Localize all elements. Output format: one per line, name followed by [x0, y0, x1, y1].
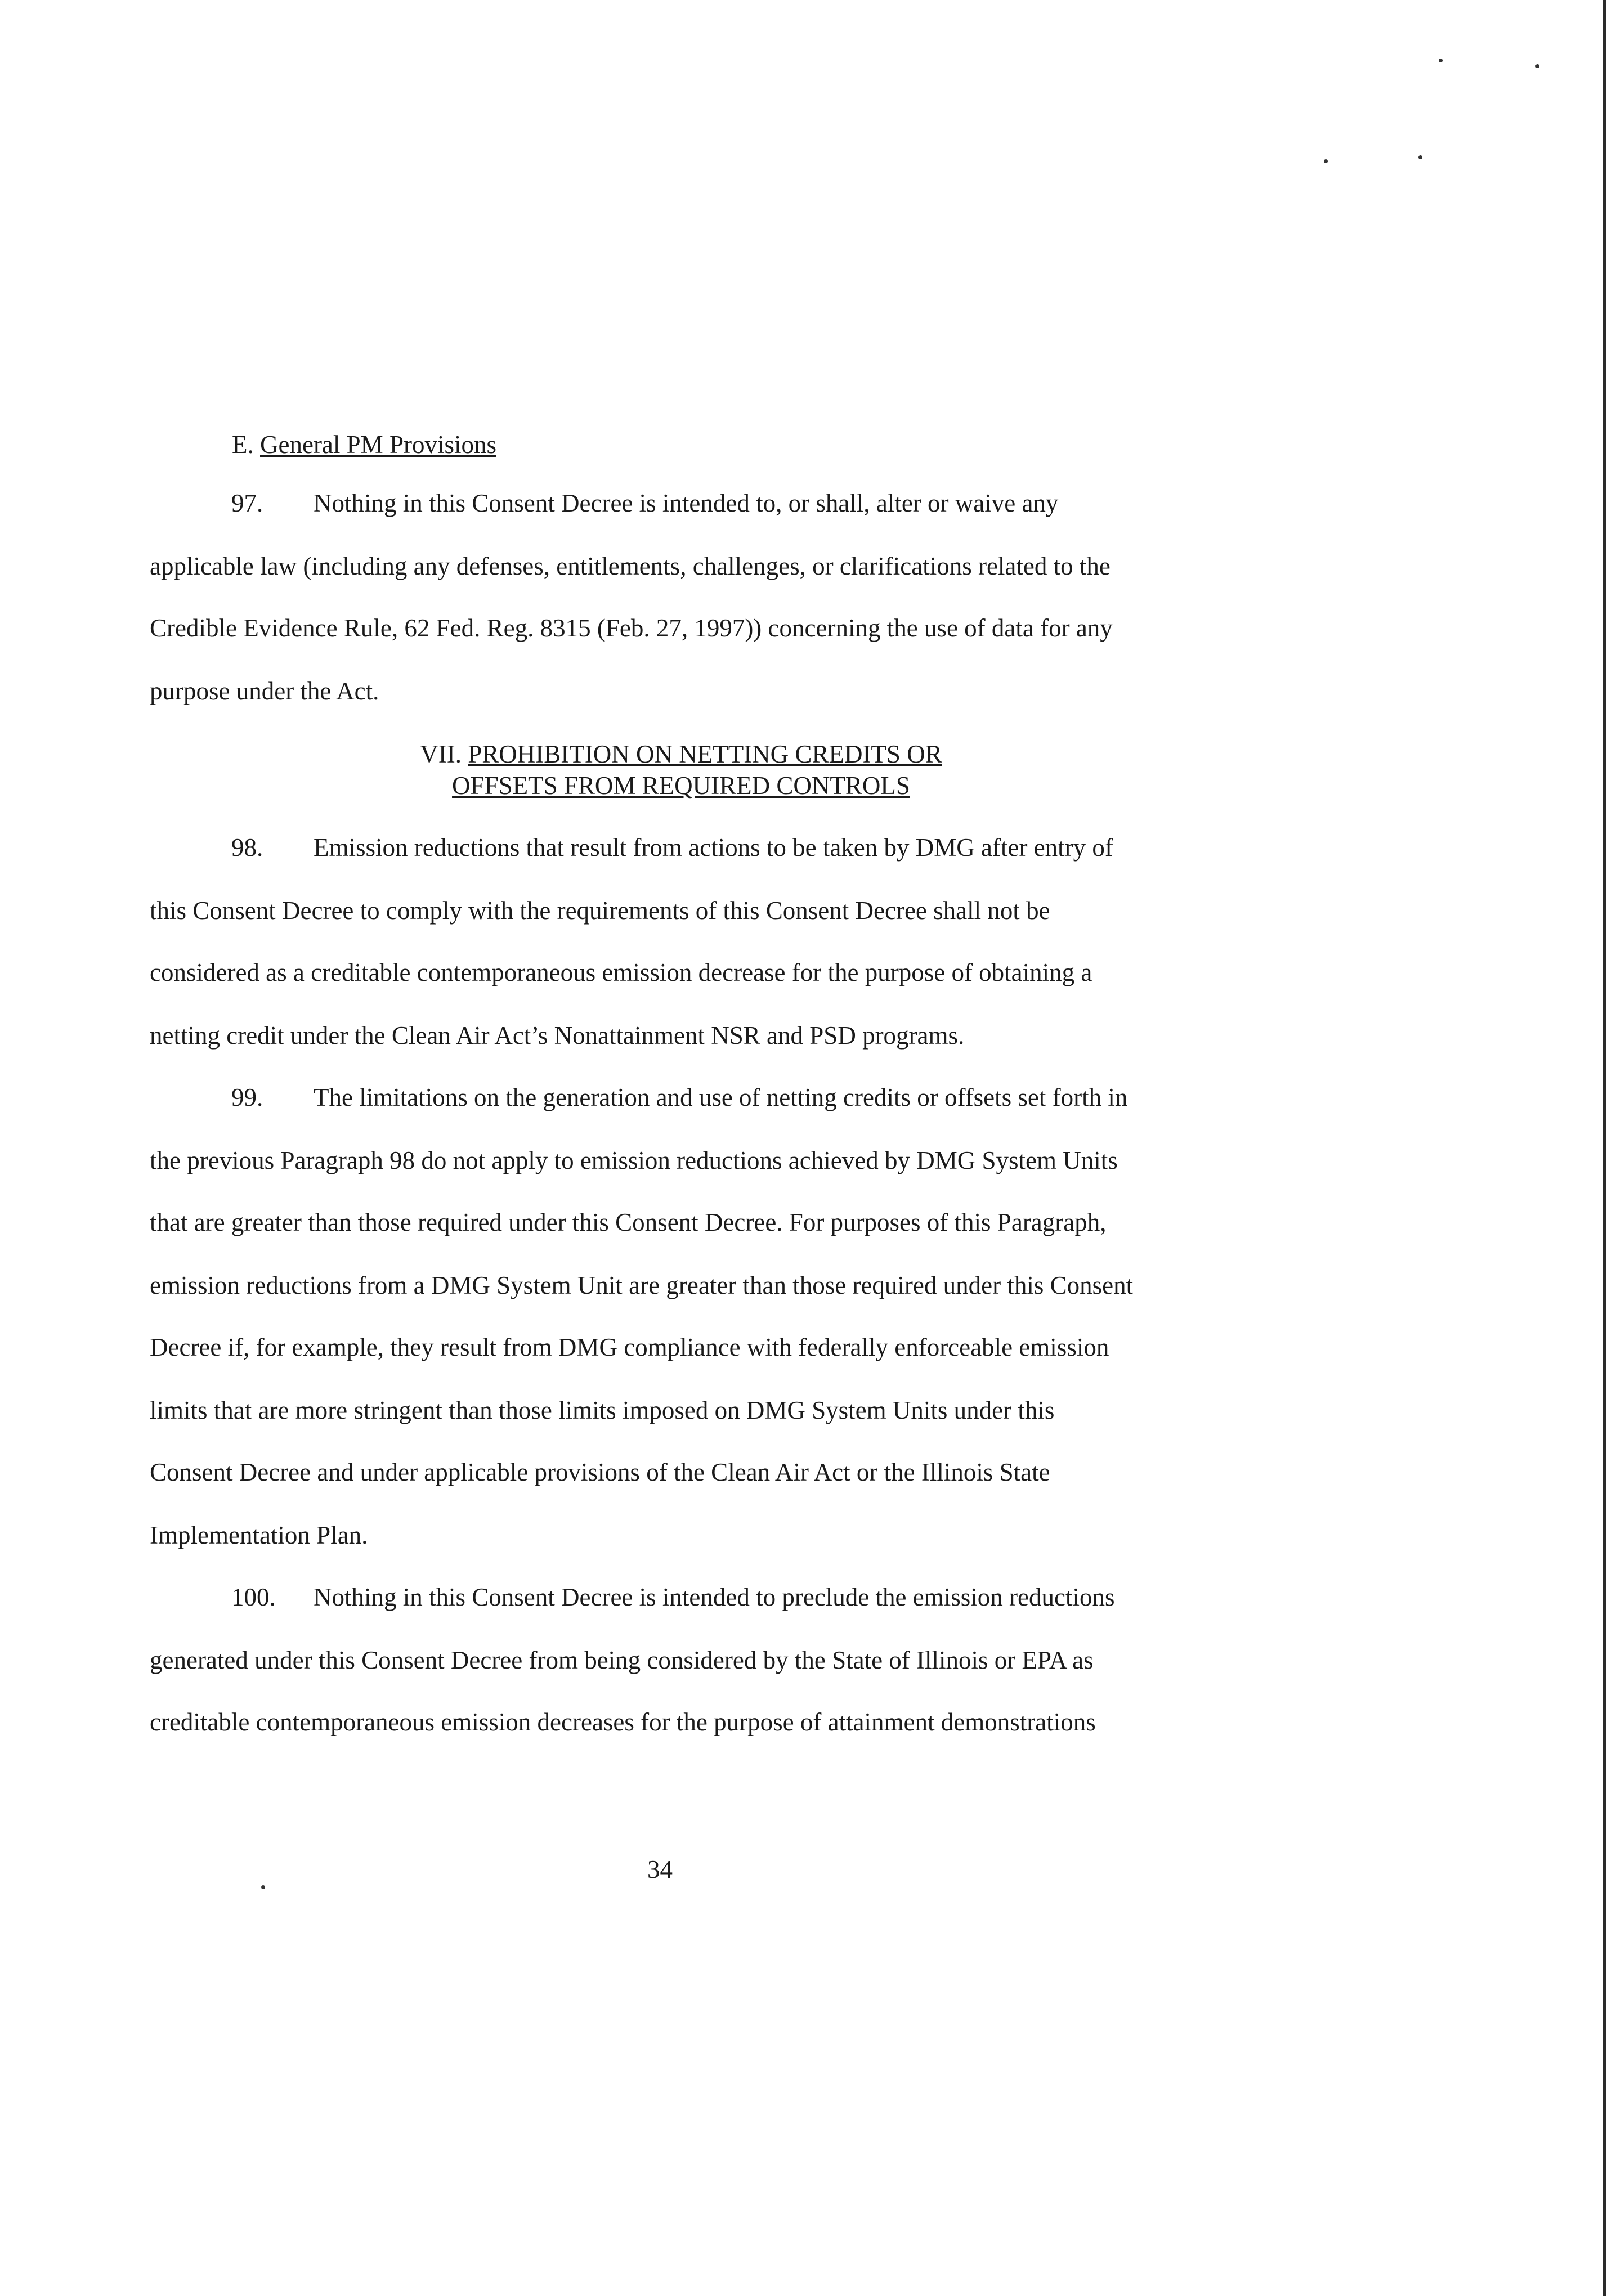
- section-vii-title-line1: PROHIBITION ON NETTING CREDITS OR: [468, 740, 942, 768]
- paragraph-99-line: Implementation Plan.: [150, 1521, 368, 1549]
- scan-speck: [1418, 155, 1422, 159]
- section-e-heading: [232, 429, 496, 460]
- scan-edge-line: [1603, 0, 1606, 2296]
- paragraph-99-line: the previous Paragraph 98 do not apply to emission reductions achieved by DMG System Units: [150, 1146, 1118, 1174]
- paragraph-99-line: that are greater than those required under this Consent Decree. For purposes of this Paragraph,: [150, 1208, 1107, 1236]
- scan-speck: [1324, 159, 1328, 163]
- paragraph-98-line: [231, 832, 1113, 863]
- paragraph-100-line: generated under this Consent Decree from being considered by the State of Illinois or EPA as: [150, 1646, 1094, 1674]
- section-vii-heading-line1: [0, 738, 1362, 770]
- paragraph-100-line: [231, 1581, 1114, 1613]
- scan-speck: [1439, 59, 1443, 62]
- paragraph-97-number: 97.: [231, 489, 263, 517]
- page-number: 34: [647, 1855, 673, 1884]
- paragraph-97-line: [231, 487, 1058, 519]
- paragraph-98-line: netting credit under the Clean Air Act’s Nonattainment NSR and PSD programs.: [150, 1021, 965, 1050]
- paragraph-99-text: The limitations on the generation and use of netting credits or offsets set forth in: [314, 1083, 1128, 1111]
- section-vii-heading-line2: [0, 770, 1362, 801]
- paragraph-99-line: Consent Decree and under applicable provisions of the Clean Air Act or the Illinois State: [150, 1458, 1050, 1486]
- paragraph-99-line: emission reductions from a DMG System Unit are greater than those required under this Consent: [150, 1271, 1134, 1299]
- paragraph-99-number: 99.: [231, 1083, 263, 1111]
- section-e-title: General PM Provisions: [260, 430, 496, 459]
- section-vii-numeral: VII.: [420, 740, 462, 768]
- paragraph-97-line: Credible Evidence Rule, 62 Fed. Reg. 8315 (Feb. 27, 1997)) concerning the use of data for any: [150, 614, 1113, 642]
- paragraph-98-number: 98.: [231, 833, 263, 862]
- paragraph-99-line: [231, 1082, 1127, 1113]
- paragraph-98-text: Emission reductions that result from actions to be taken by DMG after entry of: [314, 833, 1113, 862]
- paragraph-97-text: Nothing in this Consent Decree is intended to, or shall, alter or waive any: [314, 489, 1059, 517]
- paragraph-99-line: Decree if, for example, they result from DMG compliance with federally enforceable emission: [150, 1333, 1109, 1361]
- paragraph-97-line: applicable law (including any defenses, entitlements, challenges, or clarifications related to the: [150, 552, 1111, 580]
- paragraph-100-text: Nothing in this Consent Decree is intended to preclude the emission reductions: [314, 1583, 1115, 1611]
- paragraph-99-line: limits that are more stringent than those limits imposed on DMG System Units under this: [150, 1396, 1055, 1424]
- section-e-letter: E.: [232, 430, 254, 459]
- section-vii-title-line2: OFFSETS FROM REQUIRED CONTROLS: [452, 772, 910, 800]
- paragraph-98-line: this Consent Decree to comply with the requirements of this Consent Decree shall not be: [150, 896, 1050, 925]
- paragraph-100-number: 100.: [231, 1583, 276, 1611]
- scan-speck: [1535, 64, 1539, 68]
- scan-speck: [261, 1885, 265, 1889]
- paragraph-97-line: purpose under the Act.: [150, 677, 379, 705]
- paragraph-100-line: creditable contemporaneous emission decreases for the purpose of attainment demonstrations: [150, 1708, 1096, 1736]
- paragraph-98-line: considered as a creditable contemporaneous emission decrease for the purpose of obtaining a: [150, 958, 1092, 986]
